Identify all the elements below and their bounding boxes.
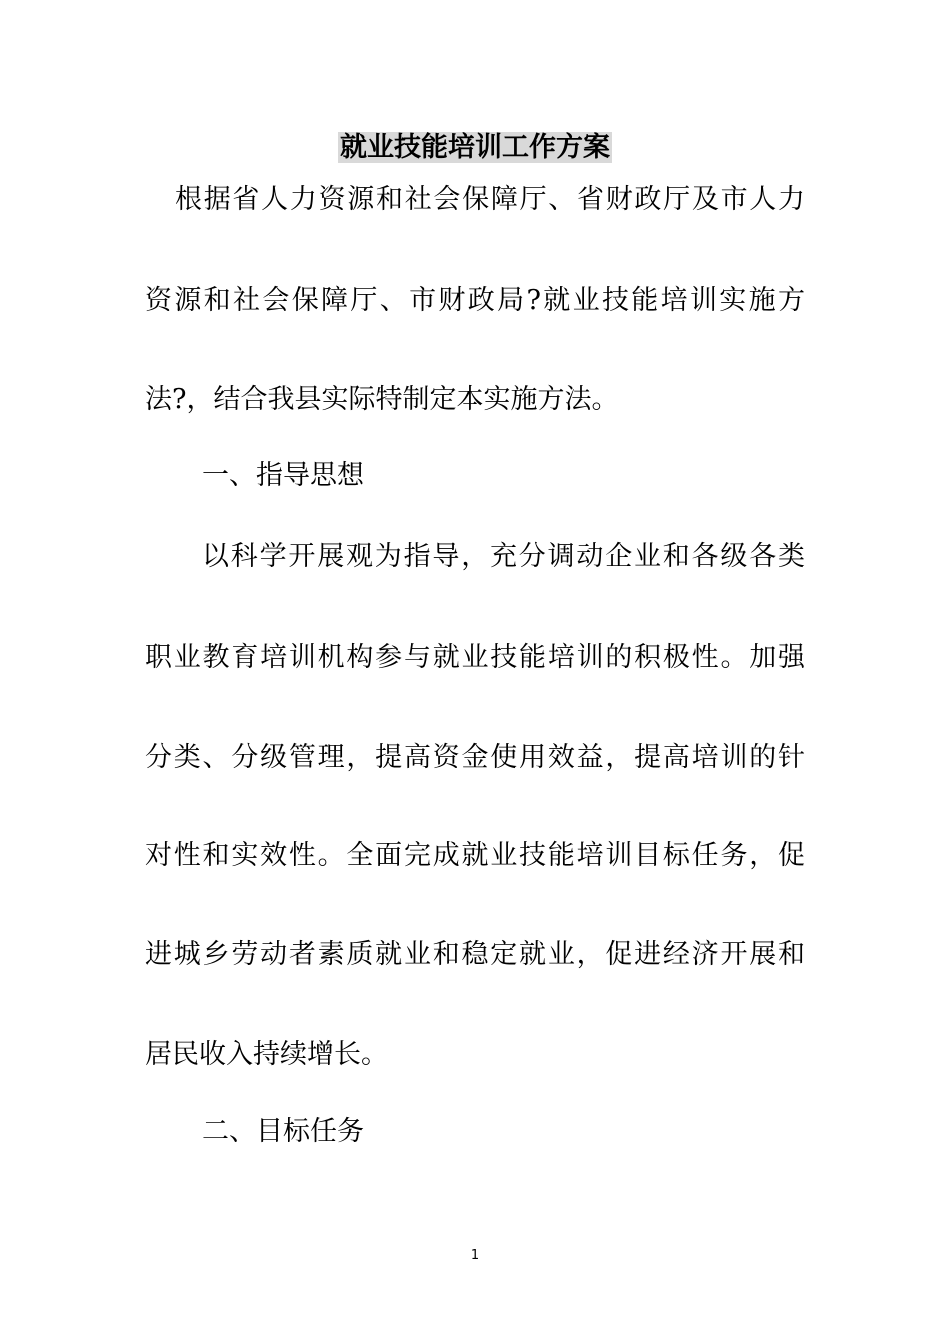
document-title bbox=[0, 128, 950, 168]
paragraph-line: 职业教育培训机构参与就业技能培训的积极性。加强 bbox=[145, 642, 805, 673]
paragraph-line: 以科学开展观为指导，充分调动企业和各级各类 bbox=[202, 541, 805, 572]
document-title-text: 就业技能培训工作方案 bbox=[340, 132, 610, 163]
paragraph-line: 法?，结合我县实际特制定本实施方法。 bbox=[145, 384, 619, 415]
paragraph-line: 分类、分级管理，提高资金使用效益，提高培训的针 bbox=[145, 742, 805, 773]
page-number: 1 bbox=[470, 1248, 480, 1263]
paragraph-line: 资源和社会保障厅、市财政局?就业技能培训实施方 bbox=[145, 285, 805, 316]
section-heading: 一、指导思想 bbox=[202, 460, 364, 491]
paragraph-line: 居民收入持续增长。 bbox=[145, 1039, 388, 1070]
section-heading: 二、目标任务 bbox=[202, 1116, 364, 1147]
paragraph-line: 根据省人力资源和社会保障厅、省财政厅及市人力 bbox=[175, 184, 805, 215]
paragraph-line: 进城乡劳动者素质就业和稳定就业，促进经济开展和 bbox=[145, 939, 805, 970]
paragraph-line: 对性和实效性。全面完成就业技能培训目标任务，促 bbox=[145, 840, 805, 871]
